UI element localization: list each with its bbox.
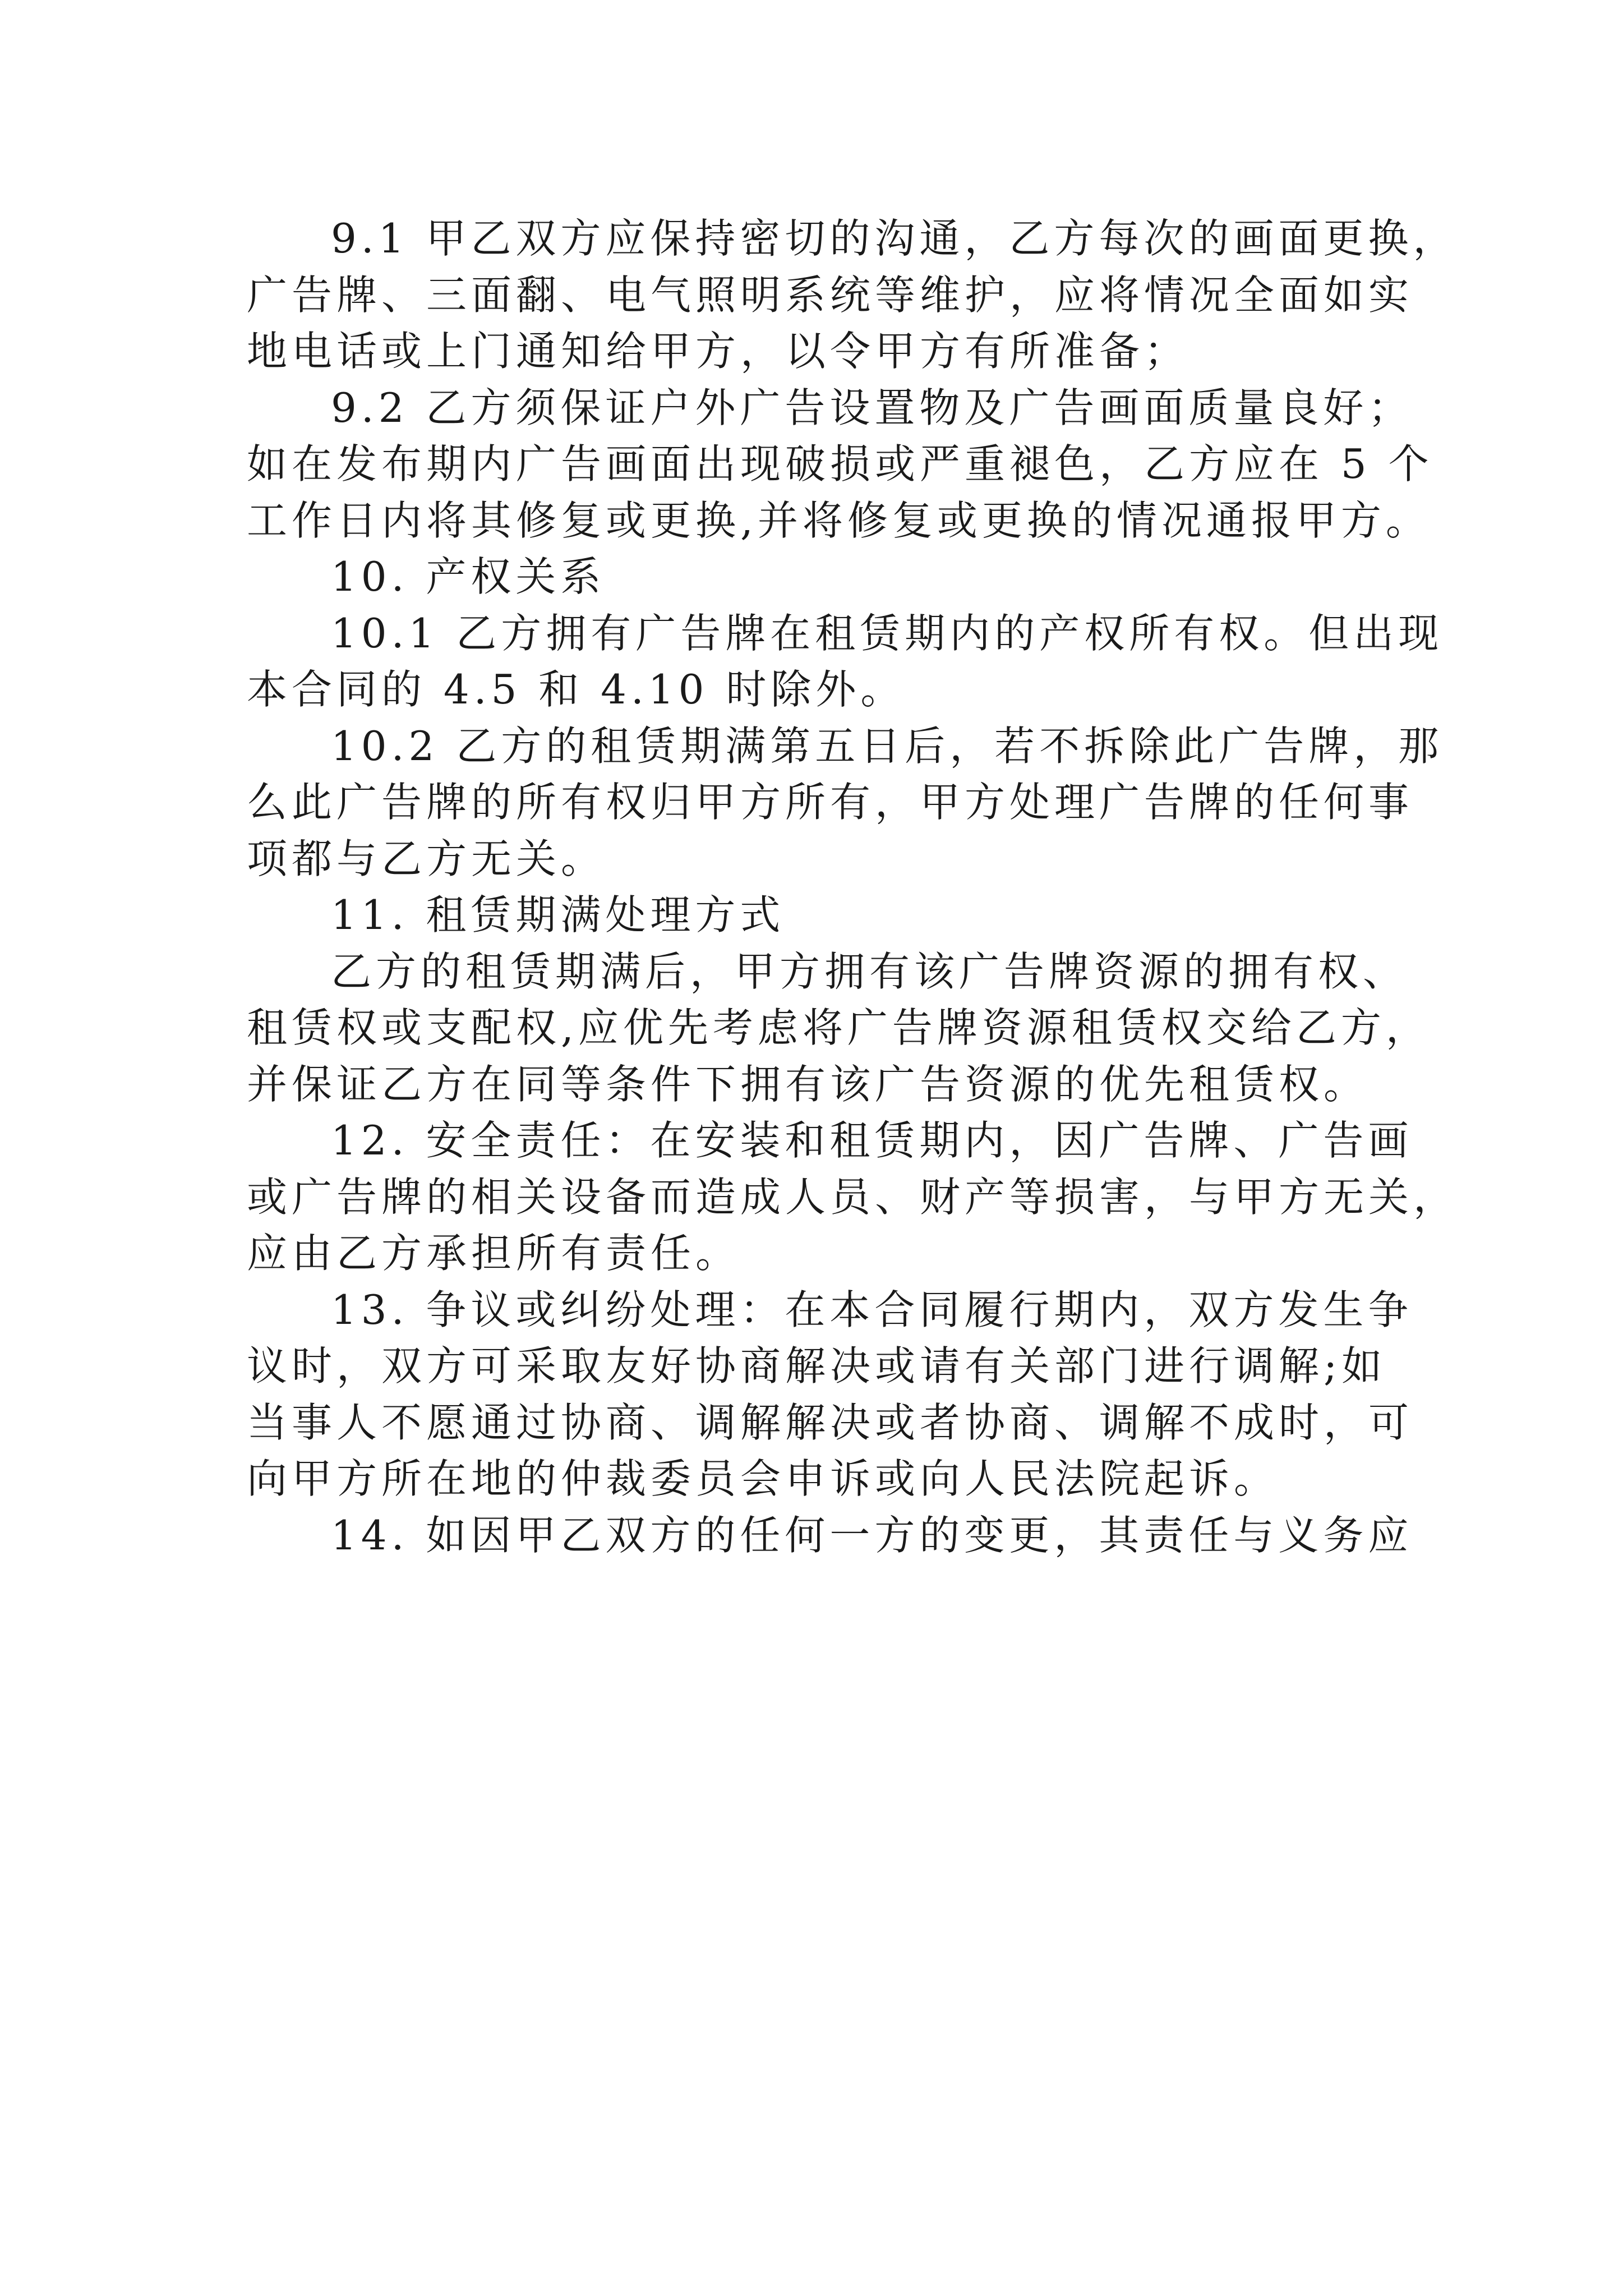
paragraph-11 xyxy=(247,944,1431,1113)
section-heading-11 xyxy=(247,887,1380,944)
text-line: 9.2 乙方须保证户外广告设置物及广告画面质量良好； xyxy=(331,384,1413,431)
paragraph-10-1 xyxy=(247,605,1444,718)
text-line: 并保证乙方在同等条件下拥有该广告资源的优先租赁权。 xyxy=(247,1060,1369,1108)
text-line: 如在发布期内广告画面出现破损或严重褪色，乙方应在 5 个 xyxy=(247,440,1433,487)
text-line: 14. 如因甲乙双方的任何一方的变更，其责任与义务应 xyxy=(331,1511,1413,1559)
text-line: 10.2 乙方的租赁期满第五日后，若不拆除此广告牌，那 xyxy=(331,722,1444,770)
text-line: 议时，双方可采取友好协商解决或请有关部门进行调解;如 xyxy=(247,1342,1387,1389)
text-line: 10. 产权关系 xyxy=(331,553,606,600)
text-line: 或广告牌的相关设备而造成人员、财产等损害，与甲方无关， xyxy=(247,1173,1459,1221)
text-line: 12. 安全责任：在安装和租赁期内，因广告牌、广告画 xyxy=(331,1117,1413,1164)
paragraph-13 xyxy=(247,1282,1414,1507)
paragraph-10-2 xyxy=(247,718,1444,887)
paragraph-9-2 xyxy=(247,380,1433,549)
text-line: 13. 争议或纠纷处理：在本合同履行期内，双方发生争 xyxy=(331,1286,1413,1333)
text-line: 本合同的 4.5 和 4.10 时除外。 xyxy=(247,666,906,713)
paragraph-12 xyxy=(247,1112,1459,1282)
document-body xyxy=(247,210,1459,1563)
text-line: 当事人不愿通过协商、调解解决或者协商、调解不成时，可 xyxy=(247,1398,1414,1446)
text-line: 乙方的租赁期满后，甲方拥有该广告牌资源的拥有权、 xyxy=(331,947,1408,995)
text-line: 地电话或上门通知给甲方，以令甲方有所准备； xyxy=(247,328,1189,375)
text-line: 么此广告牌的所有权归甲方所有，甲方处理广告牌的任何事 xyxy=(247,779,1414,826)
paragraph-14 xyxy=(247,1507,1413,1564)
text-line: 10.1 乙方拥有广告牌在租赁期内的产权所有权。但出现 xyxy=(331,609,1444,657)
text-line: 9.1 甲乙双方应保持密切的沟通，乙方每次的画面更换， xyxy=(331,215,1458,262)
section-heading-10 xyxy=(247,549,1380,605)
paragraph-9-1 xyxy=(247,210,1458,380)
text-line: 工作日内将其修复或更换,并将修复或更换的情况通报甲方。 xyxy=(247,496,1431,544)
text-line: 项都与乙方无关。 xyxy=(247,835,606,882)
text-line: 广告牌、三面翻、电气照明系统等维护，应将情况全面如实 xyxy=(247,271,1414,319)
text-line: 应由乙方承担所有责任。 xyxy=(247,1230,741,1277)
text-line: 向甲方所在地的仲裁委员会申诉或向人民法院起诉。 xyxy=(247,1455,1279,1502)
text-line: 11. 租赁期满处理方式 xyxy=(331,891,785,938)
text-line: 租赁权或支配权,应优先考虑将广告牌资源租赁权交给乙方， xyxy=(247,1004,1431,1051)
